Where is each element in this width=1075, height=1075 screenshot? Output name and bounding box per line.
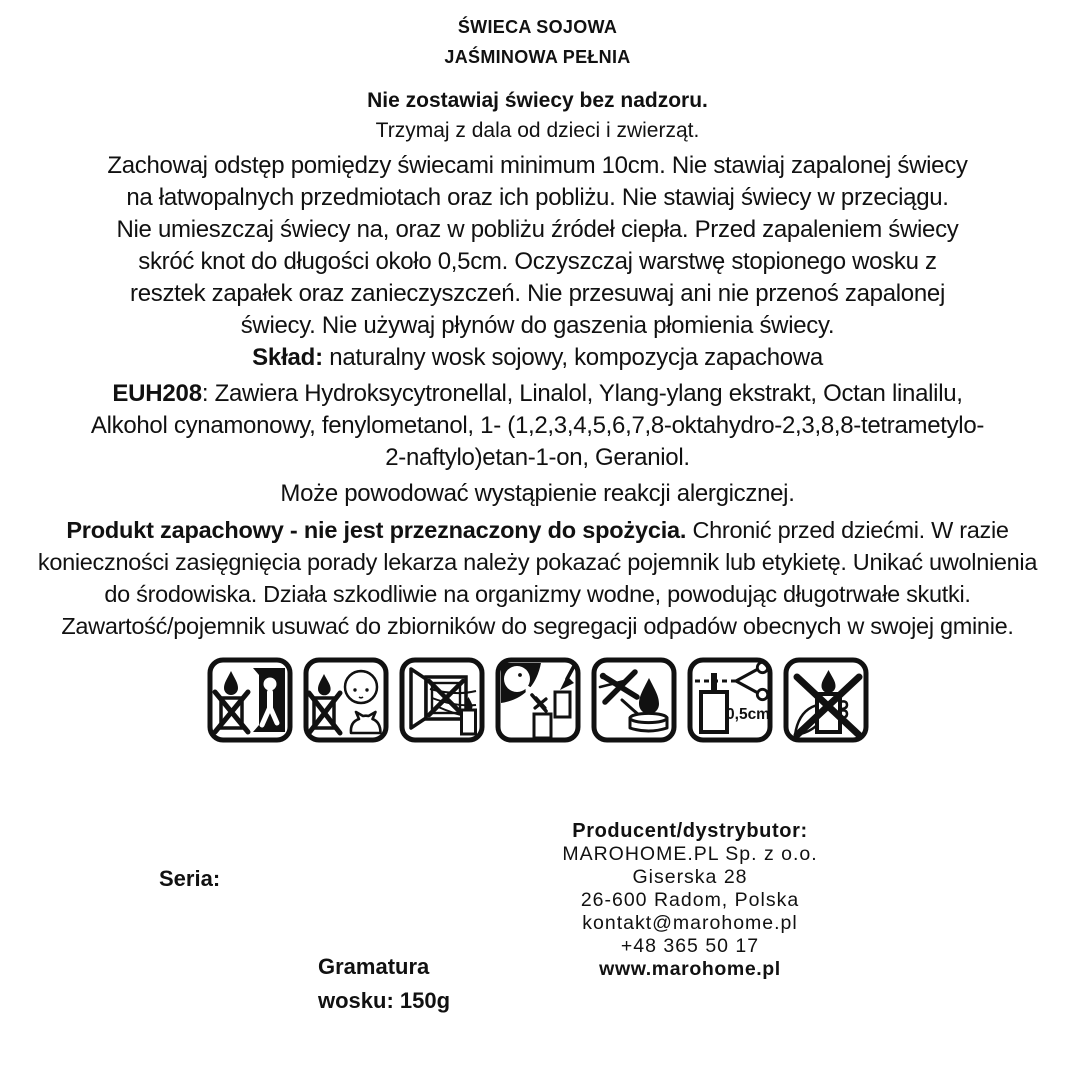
safety-instructions-paragraph: Zachowaj odstęp pomiędzy świecami minimum 10cm. Nie stawiaj zapalonej świecy na łatwopalnych przedmiotach oraz ich pobliżu. Nie stawiaj świecy w przeciągu. Nie umieszczaj świecy na, oraz w pobliżu źródeł ciepła. Przed zapaleniem świecy skróć knot do długości około 0,5cm. Oczyszczaj warstwę stopionego wosku z resztek zapałek oraz zanieczyszczeń. Nie przesuwaj ani nie przenoś zapalonej świecy. Nie używaj płynów do gaszenia płomienia świecy.: [107, 152, 968, 339]
fragrance-product-text: Chronić przed dziećmi. W razie konieczności zasięgnięcia porady lekarza należy pokazać pojemnik lub etykietę. Unikać uwolnienia do środowiska. Działa szkodliwie na organizmy wodne, powodując długotrwałe skutki. Zawartość/pojemnik usuwać do zbiorników do segregacji odpadów obecnych w swojej gminie.: [37, 517, 1038, 639]
producer-block: [440, 820, 940, 981]
do-not-blow-out-use-snuffer-icon: [494, 656, 582, 744]
producer-city: 26-600 Radom, Polska: [580, 889, 800, 911]
wax-weight-line1: Gramatura: [318, 954, 430, 979]
producer-email: kontakt@marohome.pl: [582, 912, 798, 934]
producer-website: www.marohome.pl: [599, 958, 781, 980]
producer-heading: Producent/dystrybutor:: [572, 820, 808, 842]
trim-wick-to-0-5cm-icon: [686, 656, 774, 744]
keep-away-from-children-and-pets-icon: [302, 656, 390, 744]
euh208-text: : Zawiera Hydroksycytronellal, Linalol, Ylang-ylang ekstrakt, Octan linalilu, Alkohol cynamonowy, fenylometanol, 1- (1,2,3,4,5,6,7,8-oktahydro-2,3,8,8-tetrametylo-2-naftylo)etan-1-on, Geraniol.: [90, 380, 985, 471]
composition-label: Skład:: [252, 344, 323, 371]
product-title-line2: JAŚMINOWA PEŁNIA: [444, 47, 631, 67]
allergy-warning-line: Może powodować wystąpienie reakcji alergicznej.: [280, 480, 795, 507]
wick-length-label: 0,5cm: [725, 706, 770, 723]
warning-headline: Nie zostawiaj świecy bez nadzoru.: [367, 89, 708, 112]
composition-line: [88, 342, 988, 374]
seria-label: Seria:: [159, 866, 221, 891]
producer-phone: +48 365 50 17: [620, 935, 760, 957]
do-not-move-burning-candle-icon: [782, 656, 870, 744]
producer-street: Giserska 28: [632, 866, 748, 888]
composition-text: naturalny wosk sojowy, kompozycja zapachowa: [322, 344, 823, 371]
warning-line2: Trzymaj z dala od dzieci i zwierząt.: [375, 119, 700, 142]
fragrance-product-paragraph: [37, 514, 1039, 642]
keep-wax-pool-free-of-debris-icon: [590, 656, 678, 744]
producer-company: MAROHOME.PL Sp. z o.o.: [562, 843, 818, 865]
safety-pictogram-row: [0, 656, 1075, 744]
keep-away-from-drafts-icon: [398, 656, 486, 744]
product-title: [0, 0, 1075, 72]
wax-weight-line2: wosku: 150g: [318, 988, 451, 1013]
wax-weight-block: [318, 950, 450, 1018]
euh208-label: EUH208: [112, 380, 202, 407]
product-title-line1: ŚWIECA SOJOWA: [457, 17, 618, 37]
never-leave-burning-candle-unattended-icon: [206, 656, 294, 744]
not-for-consumption-label: Produkt zapachowy - nie jest przeznaczony do spożycia.: [66, 517, 687, 543]
euh208-paragraph: [85, 378, 991, 474]
